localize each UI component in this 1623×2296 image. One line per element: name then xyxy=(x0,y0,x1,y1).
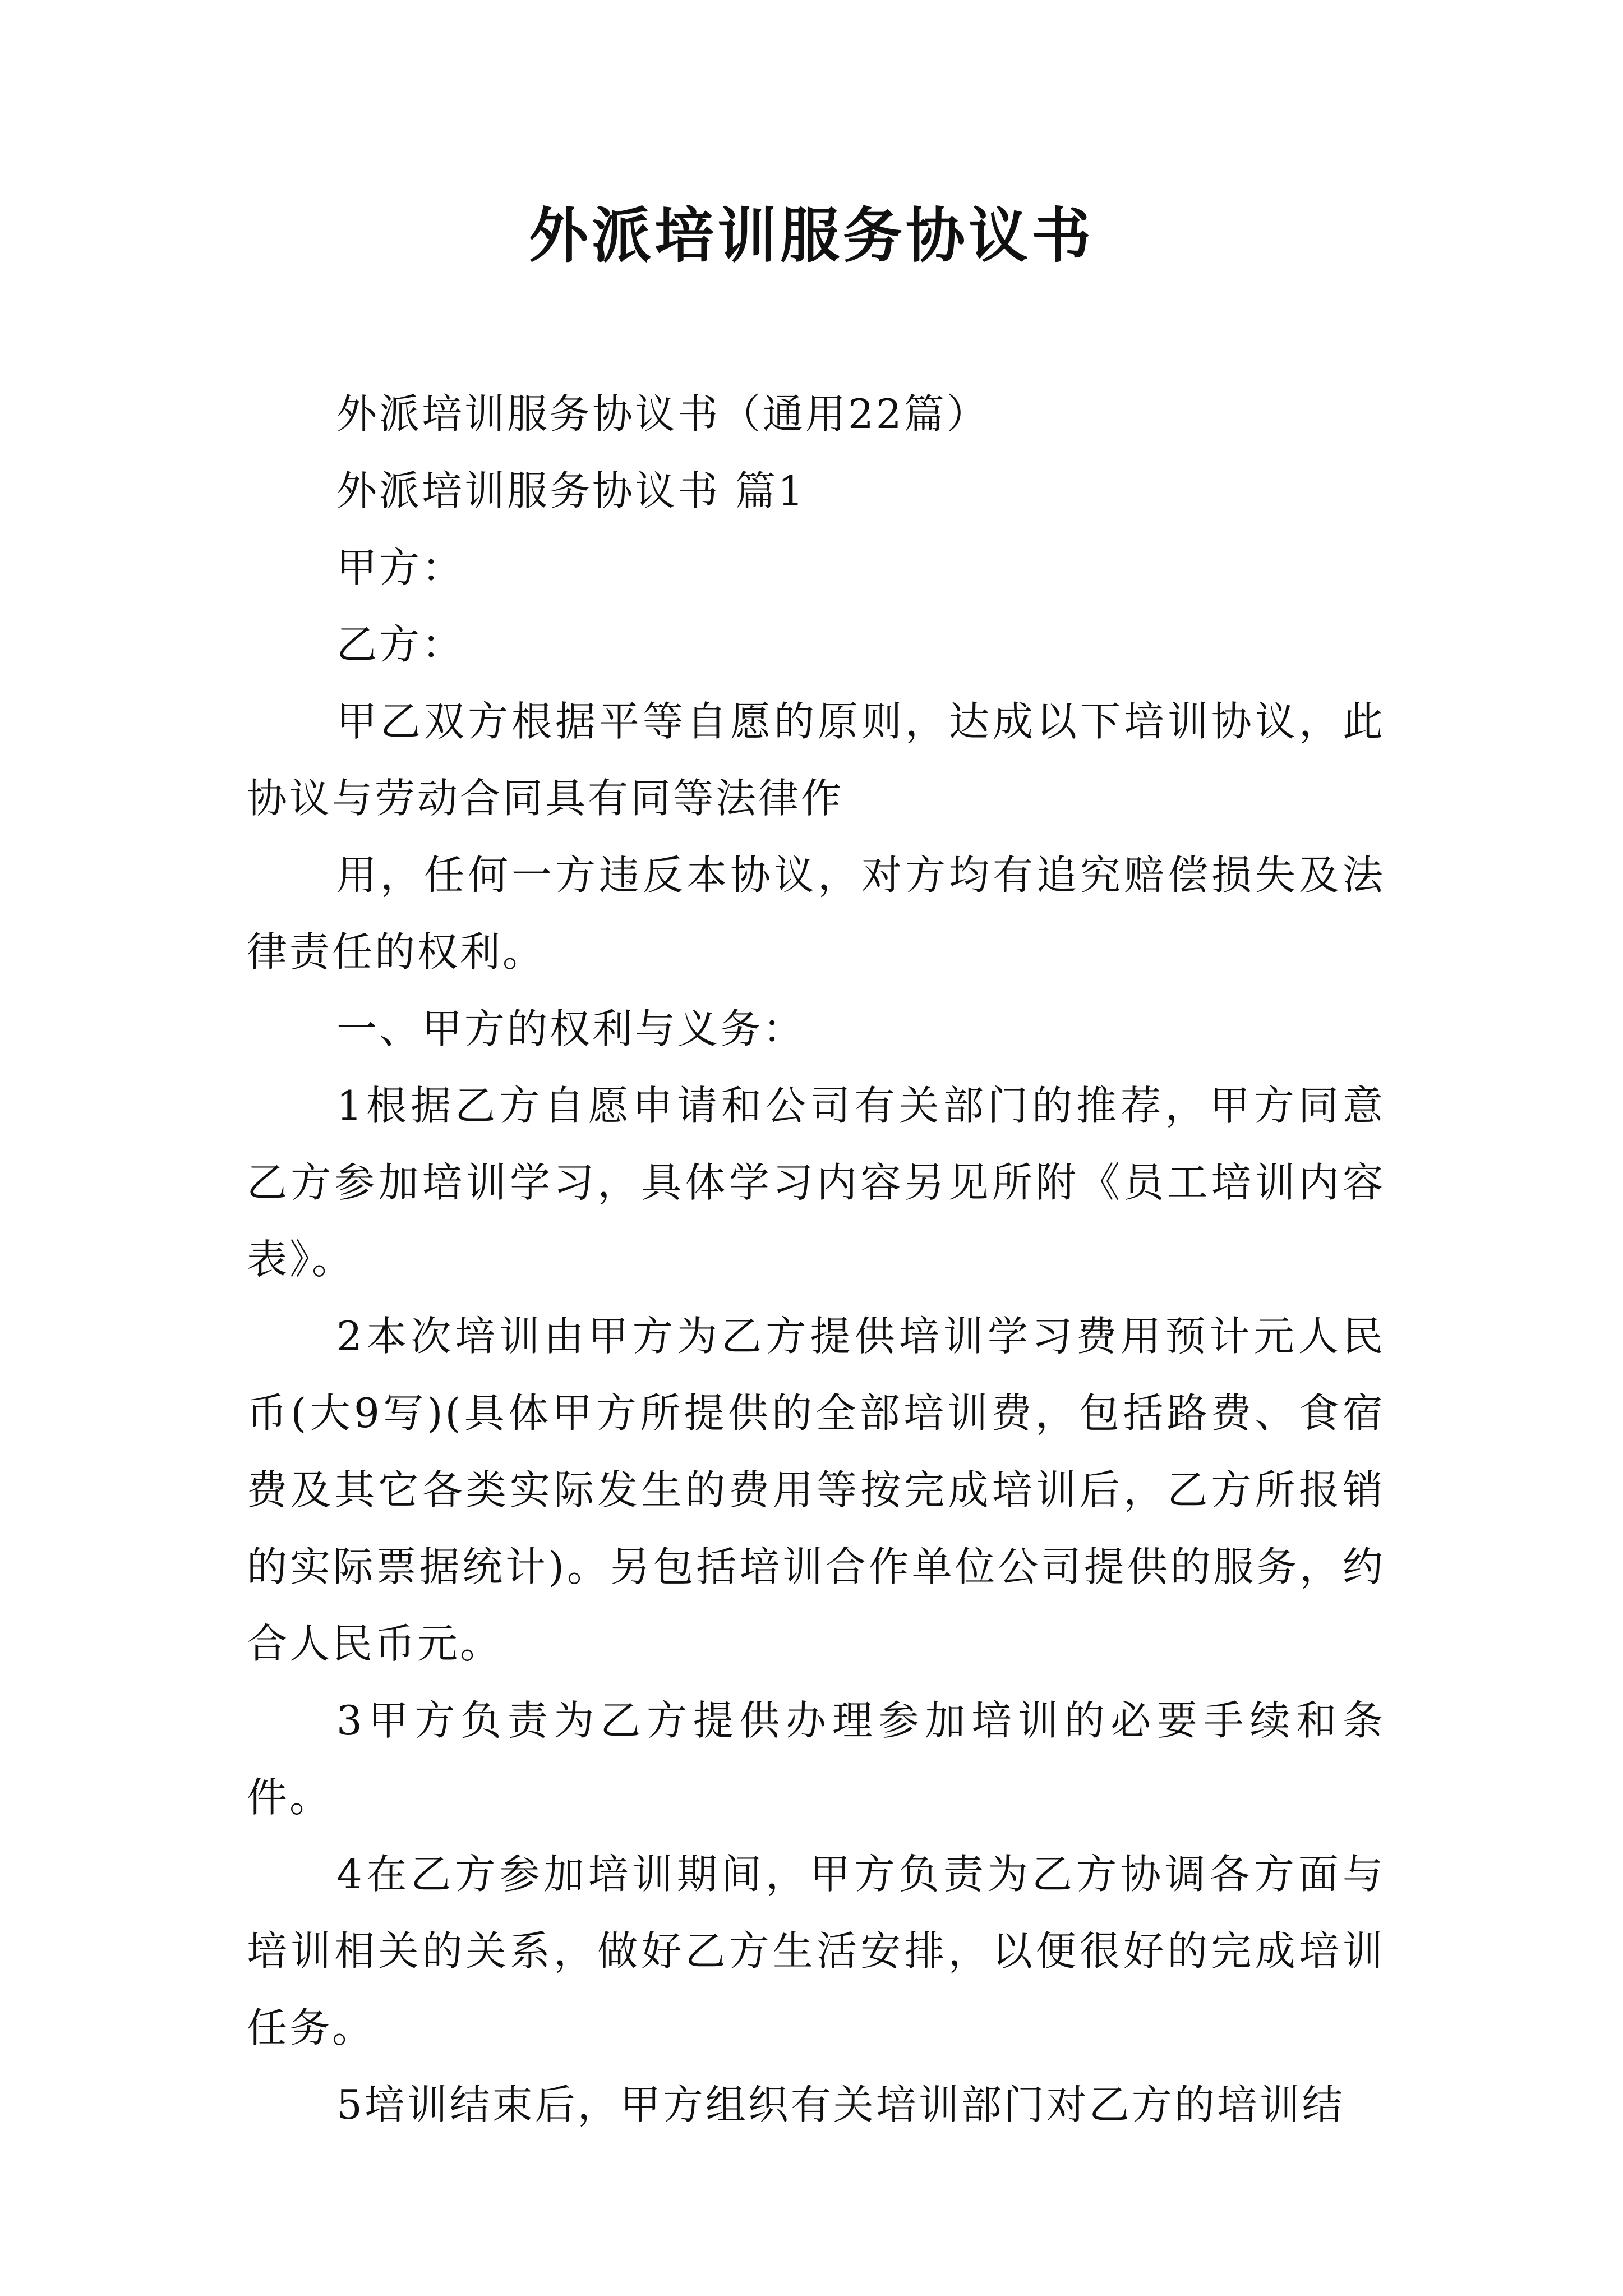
paragraph-clause-5: 5培训结束后，甲方组织有关培训部门对乙方的培训结 xyxy=(336,2081,1345,2128)
paragraph-clause-4: 4在乙方参加培训期间，甲方负责为乙方协调各方面与培训相关的关系，做好乙方生活安排，以便很好的完成培训任务。 xyxy=(247,1851,1385,2051)
document-title: 外派培训服务协议书 xyxy=(529,200,1094,270)
paragraph-section-heading: 外派培训服务协议书 篇1 xyxy=(336,467,806,514)
paragraph-preamble-continued: 用，任何一方违反本协议，对方均有追究赔偿损失及法律责任的权利。 xyxy=(247,852,1385,976)
paragraph-subtitle: 外派培训服务协议书（通用22篇） xyxy=(336,390,989,438)
document-body xyxy=(247,376,1385,2143)
paragraph-clause-heading: 一、甲方的权利与义务： xyxy=(336,1005,806,1052)
paragraph-preamble: 甲乙双方根据平等自愿的原则，达成以下培训协议，此协议与劳动合同具有同等法律作 xyxy=(247,698,1385,822)
paragraph-party-b: 乙方： xyxy=(336,621,465,668)
paragraph-clause-1: 1根据乙方自愿申请和公司有关部门的推荐，甲方同意乙方参加培训学习，具体学习内容另见所附《员工培训内容表》。 xyxy=(247,1082,1385,1283)
paragraph-party-a: 甲方： xyxy=(336,544,465,591)
paragraph-clause-3: 3甲方负责为乙方提供办理参加培训的必要手续和条件。 xyxy=(247,1697,1385,1821)
paragraph-clause-2: 2本次培训由甲方为乙方提供培训学习费用预计元人民币(大9写)(具体甲方所提供的全部培训费，包括路费、食宿费及其它各类实际发生的费用等按完成培训后，乙方所报销的实际票据统计)。另包括培训合作单位公司提供的服务，约合人民币元。 xyxy=(247,1313,1385,1667)
